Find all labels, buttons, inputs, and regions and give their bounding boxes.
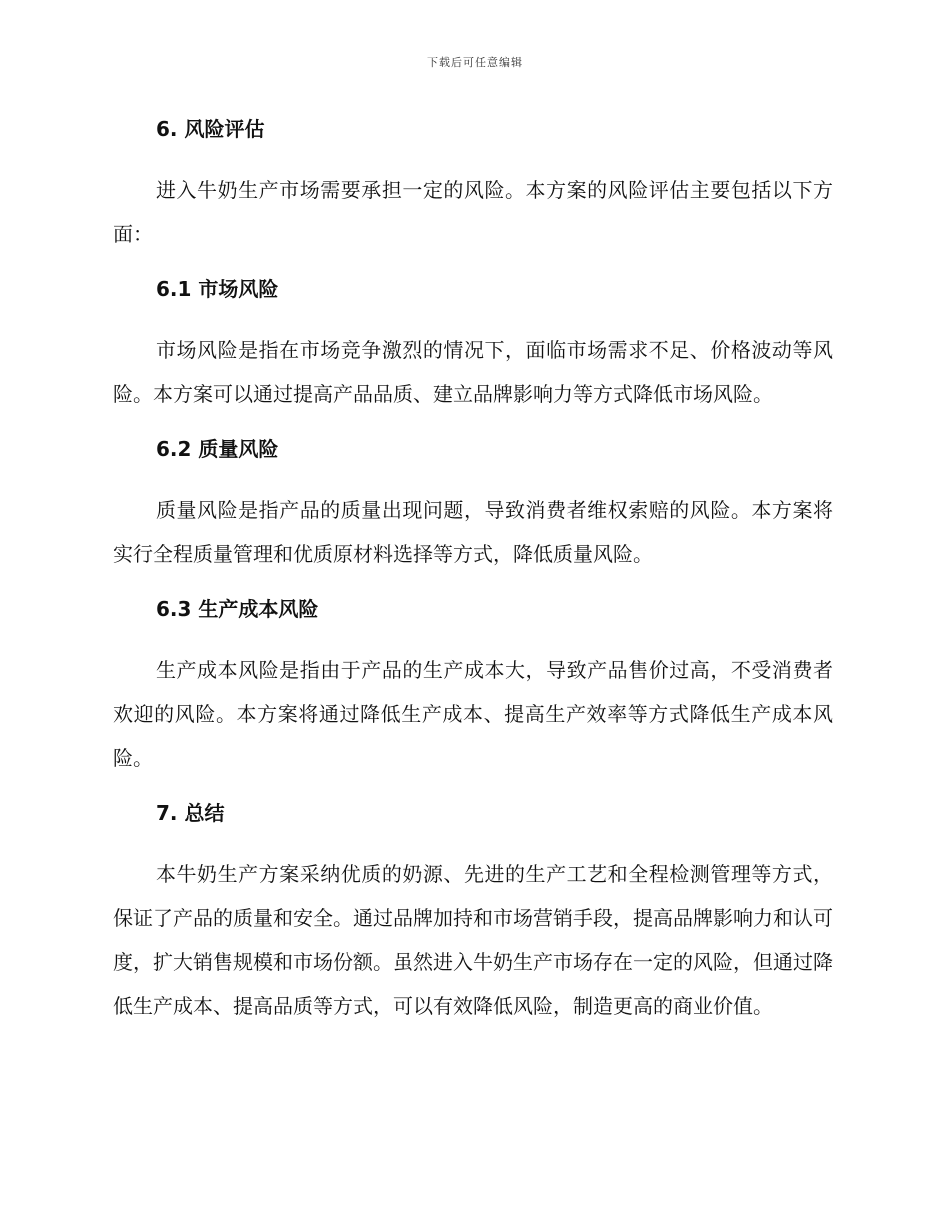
section-paragraph-cost-risk: 生产成本风险是指由于产品的生产成本大，导致产品售价过高，不受消费者欢迎的风险。本方案将通过降低生产成本、提高生产效率等方式降低生产成本风险。	[113, 658, 833, 770]
section-heading-summary: 7. 总结	[156, 801, 225, 825]
document-body	[113, 110, 833, 1028]
section-heading-market-risk: 6.1 市场风险	[156, 277, 279, 301]
section-heading-quality-risk: 6.2 质量风险	[156, 437, 279, 461]
page-header: 下载后可任意编辑	[427, 56, 523, 69]
section-paragraph-summary: 本牛奶生产方案采纳优质的奶源、先进的生产工艺和全程检测管理等方式，保证了产品的质量和安全。通过品牌加持和市场营销手段，提高品牌影响力和认可度，扩大销售规模和市场份额。虽然进入牛奶生产市场存在一定的风险，但通过降低生产成本、提高品质等方式，可以有效降低风险，制造更高的商业价值。	[113, 862, 833, 1018]
section-paragraph-market-risk: 市场风险是指在市场竞争激烈的情况下，面临市场需求不足、价格波动等风险。本方案可以通过提高产品品质、建立品牌影响力等方式降低市场风险。	[113, 338, 833, 406]
section-heading-cost-risk: 6.3 生产成本风险	[156, 597, 319, 621]
section-paragraph-risk-assessment: 进入牛奶生产市场需要承担一定的风险。本方案的风险评估主要包括以下方面：	[113, 178, 833, 246]
section-paragraph-quality-risk: 质量风险是指产品的质量出现问题，导致消费者维权索赔的风险。本方案将实行全程质量管理和优质原材料选择等方式，降低质量风险。	[113, 498, 833, 566]
section-heading-risk-assessment: 6. 风险评估	[156, 117, 265, 141]
